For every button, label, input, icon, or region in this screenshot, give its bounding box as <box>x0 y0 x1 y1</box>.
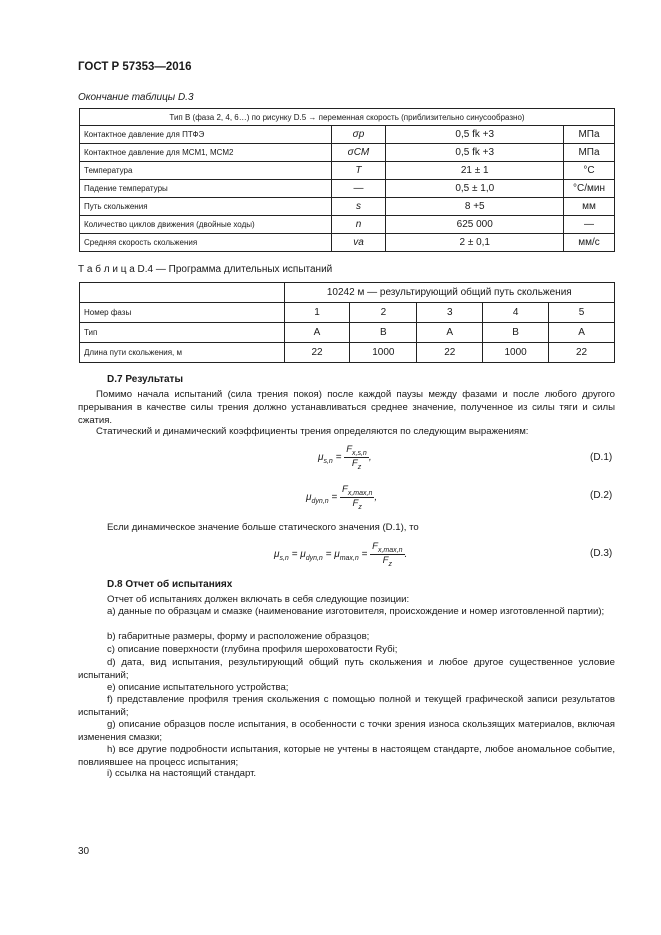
unit-cell: °С/мин <box>564 180 615 198</box>
equation-number: (D.1) <box>590 452 613 463</box>
unit-cell: МПа <box>564 126 615 144</box>
empty-cell <box>80 283 285 303</box>
value-cell: 625 000 <box>386 216 564 234</box>
table-cell: 5 <box>549 303 615 323</box>
symbol-cell: s <box>331 198 386 216</box>
section-title-d8: D.8 Отчет об испытаниях <box>107 579 233 590</box>
report-item: а) данные по образцам и смазке (наименование изготовителя, происхождение и номер изготовленной партии); <box>107 606 605 617</box>
param-cell: Контактное давление для ПТФЭ <box>80 126 332 144</box>
equation-d1: $\mu_{s,n}$ = $\frac{F_{x,s,n}}{F_z}$ , <box>318 444 372 471</box>
table-cell: 2 <box>350 303 417 323</box>
symbol-cell: n <box>331 216 386 234</box>
report-item: i) ссылка на настоящий стандарт. <box>107 768 257 779</box>
report-item: b) габаритные размеры, форму и расположение образцов; <box>107 631 370 642</box>
table-d3 <box>79 108 615 252</box>
symbol-cell: va <box>331 234 386 252</box>
equation-d2: $\mu_{dyn,n}$ = $\frac{F_{x,max,n}}{F_z}$ , <box>306 484 378 511</box>
table-cell: B <box>350 323 417 343</box>
equation-d3: $\mu_{s,n} = \mu_{dyn,n} = \mu_{max,n}$ = $\frac{F_{x,max,n}}{F_z}$ . <box>274 541 408 568</box>
param-cell: Температура <box>80 162 332 180</box>
document-code: ГОСТ Р 57353—2016 <box>78 61 192 73</box>
equation-number: (D.2) <box>590 490 613 501</box>
report-item: e) описание испытательного устройства; <box>107 682 289 693</box>
section-title-d7: D.7 Результаты <box>107 374 183 385</box>
symbol-cell: T <box>331 162 386 180</box>
table-row <box>80 343 615 363</box>
report-item: c) описание поверхности (глубина профиля шероховатости Ryбi; <box>107 644 398 655</box>
row-label: Номер фазы <box>80 303 285 323</box>
page-number: 30 <box>78 846 90 857</box>
report-item: d) дата, вид испытания, результирующий общий путь скольжения и любое другое существенное условие испытаний; <box>78 657 615 681</box>
table-caption-d4: Т а б л и ц а D.4 — Программа длительных испытаний <box>78 264 333 275</box>
paragraph-results: Помимо начала испытаний (сила трения покоя) после каждой паузы между фазами и после любого другого прерывания в качестве силы трения должно устанавливаться среднее значение, полученное из силы тяги и силы сжатия. <box>78 389 615 426</box>
param-cell: Путь скольжения <box>80 198 332 216</box>
table-row <box>80 198 615 216</box>
report-item: g) описание образцов после испытания, в особенности с точки зрения износа скользящих материалов, включая изменения смазки; <box>78 719 615 743</box>
table-row <box>80 180 615 198</box>
table-row <box>80 234 615 252</box>
value-cell: 2 ± 0,1 <box>386 234 564 252</box>
table-cell: A <box>549 323 615 343</box>
table-cell: A <box>284 323 350 343</box>
report-item: h) все другие подробности испытания, которые не учтены в настоящем стандарте, любое аномальное событие, повлиявшее на процесс испытания; <box>78 744 615 768</box>
value-cell: 0,5 ± 1,0 <box>386 180 564 198</box>
unit-cell: — <box>564 216 615 234</box>
table-cell: 1000 <box>483 343 549 363</box>
unit-cell: мм <box>564 198 615 216</box>
unit-cell: °C <box>564 162 615 180</box>
param-cell: Средняя скорость скольжения <box>80 234 332 252</box>
table-row <box>80 303 615 323</box>
table-row <box>80 216 615 234</box>
table-cell: 4 <box>483 303 549 323</box>
param-cell: Падение температуры <box>80 180 332 198</box>
param-cell: Контактное давление для МСМ1, МСМ2 <box>80 144 332 162</box>
row-label: Длина пути скольжения, м <box>80 343 285 363</box>
param-cell: Количество циклов движения (двойные ходы) <box>80 216 332 234</box>
table-d4 <box>79 282 615 363</box>
table-row <box>80 162 615 180</box>
value-cell: 0,5 fk +3 <box>386 126 564 144</box>
table-row <box>80 126 615 144</box>
equation-number: (D.3) <box>590 548 613 559</box>
paragraph-coefficients: Статический и динамический коэффициенты трения определяются по следующим выражениям: <box>96 426 529 437</box>
unit-cell: мм/с <box>564 234 615 252</box>
report-intro: Отчет об испытаниях должен включать в себя следующие позиции: <box>107 594 410 605</box>
value-cell: 21 ± 1 <box>386 162 564 180</box>
table-row <box>80 283 615 303</box>
table-cell: B <box>483 323 549 343</box>
table-cell: 22 <box>284 343 350 363</box>
symbol-cell: — <box>331 180 386 198</box>
paragraph-dynamic: Если динамическое значение больше статического значения (D.1), то <box>107 522 419 533</box>
value-cell: 0,5 fk +3 <box>386 144 564 162</box>
table-heading: 10242 м — результирующий общий путь скольжения <box>284 283 614 303</box>
table-cell: A <box>417 323 483 343</box>
table-row <box>80 109 615 126</box>
table-row <box>80 144 615 162</box>
table-cell: 3 <box>417 303 483 323</box>
table-cell: 1 <box>284 303 350 323</box>
table-cell: 22 <box>549 343 615 363</box>
table-row <box>80 323 615 343</box>
table-heading: Тип В (фаза 2, 4, 6…) по рисунку D.5 → переменная скорость (приблизительно синусообразно) <box>80 109 615 126</box>
table-cell: 22 <box>417 343 483 363</box>
row-label: Тип <box>80 323 285 343</box>
table-caption-d3: Окончание таблицы D.3 <box>78 92 194 103</box>
unit-cell: МПа <box>564 144 615 162</box>
report-item: f) представление профиля трения скольжения с помощью полной и текущей графической записи результатов испытаний; <box>78 694 615 718</box>
symbol-cell: σp <box>331 126 386 144</box>
value-cell: 8 +5 <box>386 198 564 216</box>
symbol-cell: σCM <box>331 144 386 162</box>
table-cell: 1000 <box>350 343 417 363</box>
